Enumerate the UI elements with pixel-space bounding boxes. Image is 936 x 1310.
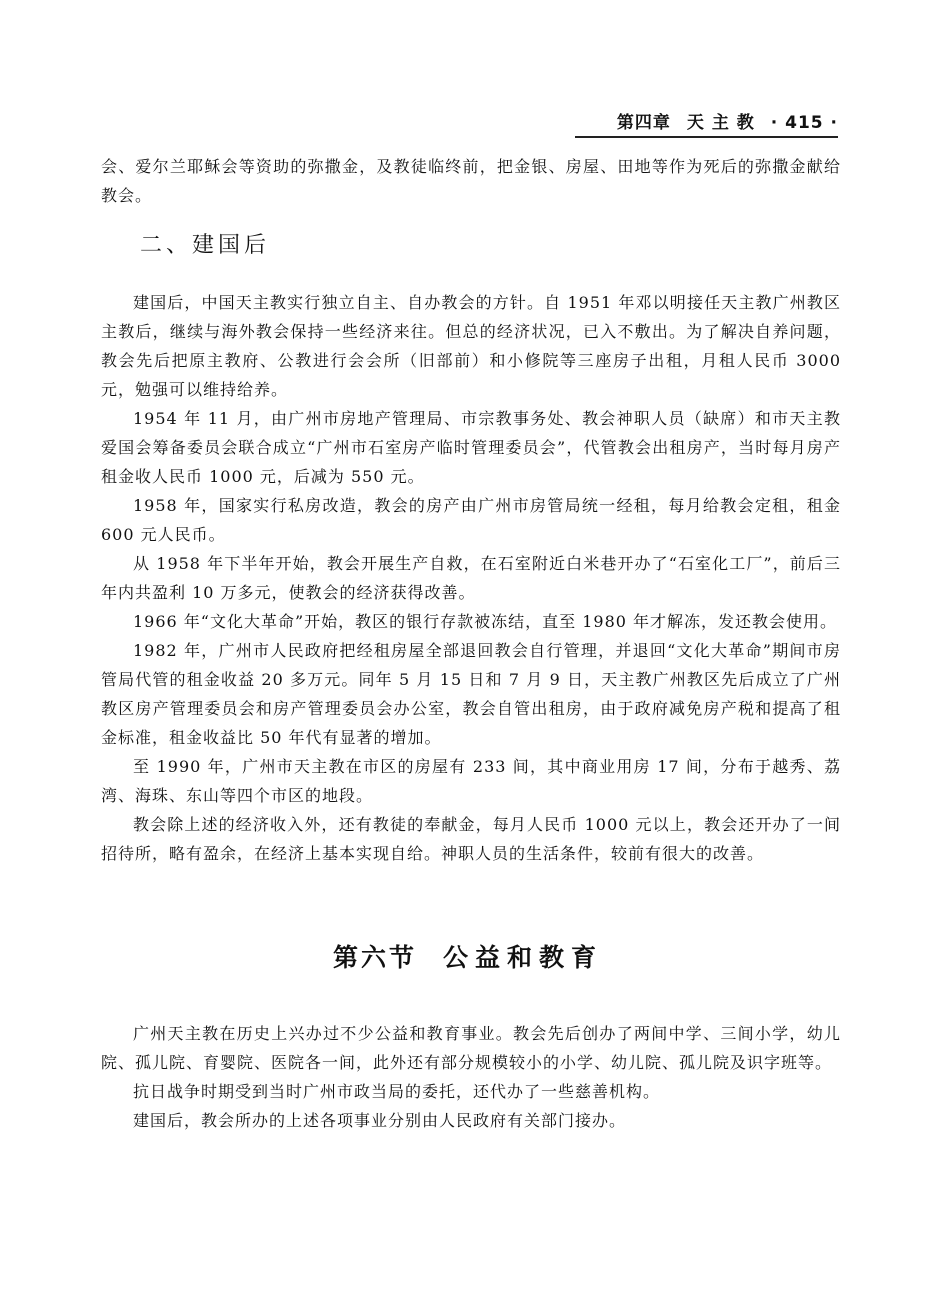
header-rule — [575, 136, 838, 138]
subsection-heading: 二、建国后 — [140, 233, 271, 258]
section-title — [0, 938, 936, 974]
subsection-body — [101, 288, 841, 868]
paragraph: 建国后，中国天主教实行独立自主、自办教会的方针。自 1951 年邓以明接任天主教广州教区主教后，继续与海外教会保持一些经济来往。但总的经济状况，已入不敷出。为了解决自养问题，教会先后把原主教府、公教进行会会所（旧部前）和小修院等三座房子出租，月租人民币 3000 元，勉强可以维持给养。 — [101, 293, 841, 399]
paragraph: 抗日战争时期受到当时广州市政当局的委托，还代办了一些慈善机构。 — [133, 1082, 661, 1101]
section-label: 第六节 — [332, 943, 417, 972]
chapter-title: 天 主 教 — [686, 113, 755, 133]
paragraph: 1982 年，广州市人民政府把经租房屋全部退回教会自行管理，并退回“文化大革命”期间市房管局代管的租金收益 20 多万元。同年 5 月 15 日和 7 月 9 日，天主教广州教区先后成立了广州教区房产管理委员会和房产管理委员会办公室，教会自管出租房，由于政府减免房产税和提高了租金标准，租金收益比 50 年代有显著的增加。 — [101, 641, 841, 747]
page-number: · 415 · — [770, 113, 838, 133]
paragraph: 至 1990 年，广州市天主教在市区的房屋有 233 间，其中商业用房 17 间，分布于越秀、荔湾、海珠、东山等四个市区的地段。 — [101, 757, 841, 805]
paragraph: 建国后，教会所办的上述各项事业分别由人民政府有关部门接办。 — [133, 1111, 627, 1130]
paragraph: 1966 年“文化大革命”开始，教区的银行存款被冻结，直至 1980 年才解冻，发还教会使用。 — [133, 612, 838, 631]
paragraph: 从 1958 年下半年开始，教会开展生产自救，在石室附近白米巷开办了“石室化工厂”，前后三年内共盈利 10 万多元，使教会的经济获得改善。 — [101, 554, 841, 602]
paragraph: 1958 年，国家实行私房改造，教会的房产由广州市房管局统一经租，每月给教会定租，租金 600 元人民币。 — [101, 496, 841, 544]
paragraph: 教会除上述的经济收入外，还有教徒的奉献金，每月人民币 1000 元以上，教会还开办了一间招待所，略有盈余，在经济上基本实现自给。神职人员的生活条件，较前有很大的改善。 — [101, 815, 841, 863]
paragraph: 广州天主教在历史上兴办过不少公益和教育事业。教会先后创办了两间中学、三间小学，幼儿院、孤儿院、育婴院、医院各一间，此外还有部分规模较小的小学、幼儿院、孤儿院及识字班等。 — [101, 1024, 841, 1072]
paragraph: 1954 年 11 月，由广州市房地产管理局、市宗教事务处、教会神职人员（缺席）和市天主教爱国会筹备委员会联合成立“广州市石室房产临时管理委员会”，代管教会出租房产，当时每月房产租金收人民币 1000 元，后减为 550 元。 — [101, 409, 841, 486]
continuation-block — [101, 152, 841, 210]
section-body — [101, 1019, 841, 1135]
section-name: 公益和教育 — [443, 943, 604, 972]
chapter-label: 第四章 — [616, 113, 671, 133]
continuation-paragraph: 会、爱尔兰耶稣会等资助的弥撒金，及教徒临终前，把金银、房屋、田地等作为死后的弥撒金献给教会。 — [101, 157, 841, 205]
running-head — [617, 108, 838, 133]
